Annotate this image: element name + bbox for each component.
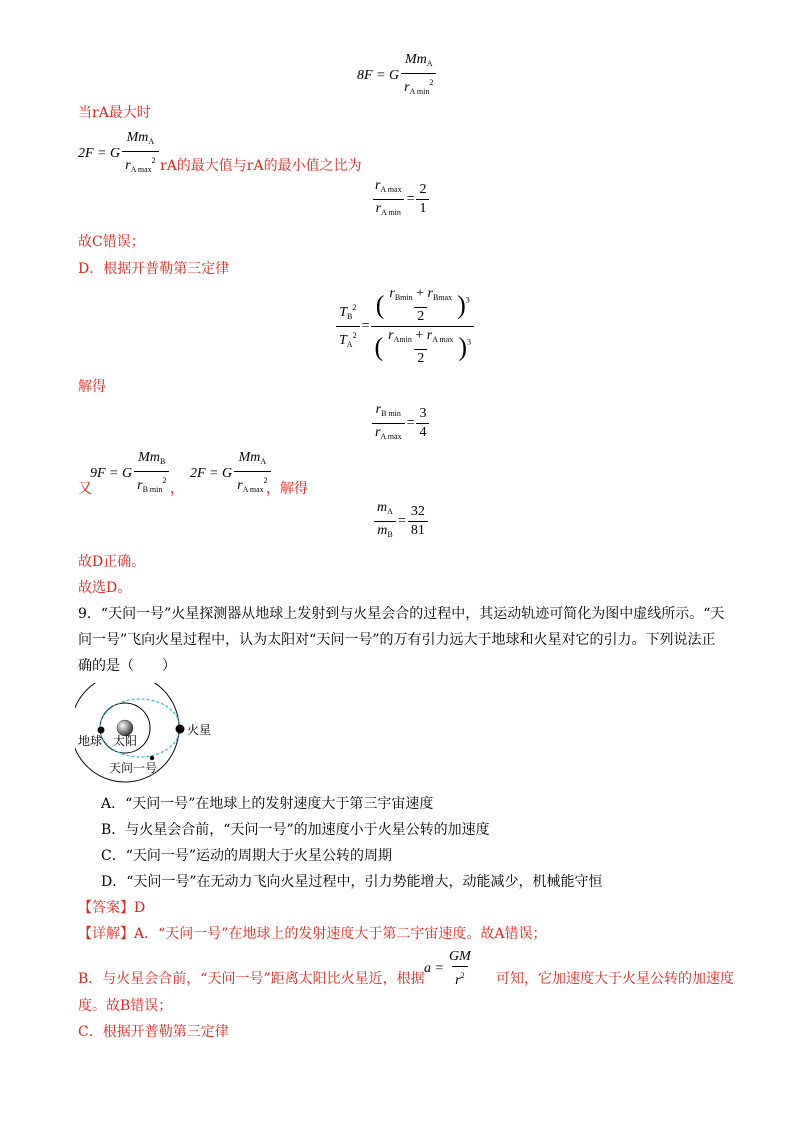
eq1-den-sub: A min xyxy=(409,87,430,96)
eq4-den: r xyxy=(237,478,243,493)
solve2: ，解得 xyxy=(266,481,308,497)
you: 又 xyxy=(78,481,92,497)
equation-9F xyxy=(90,450,171,498)
kep-top-b-sub: Bmax xyxy=(432,293,453,302)
choose-d: 故选D。 xyxy=(78,580,132,596)
ratio2-eq: = xyxy=(406,415,415,431)
ratio1-den-sub: A min xyxy=(381,208,401,217)
eq3-lhs: 9F = G xyxy=(90,466,133,482)
when-ra-max: 当rA最大时 xyxy=(78,105,151,121)
option-d: D．“天问一号”在无动力飞向火星过程中，引力势能增大，动能减少，机械能守恒 xyxy=(101,874,603,890)
ratio2-lhs xyxy=(372,402,405,445)
ratio-text: rA的最大值与rA的最小值之比为 xyxy=(160,158,362,174)
mars-label: 火星 xyxy=(187,723,212,737)
q9-line2: 问一号”飞向火星过程中，认为太阳对“天问一号”的万有引力远大于地球和火星对它的引力。下列说法正 xyxy=(78,632,716,648)
accel-den: r xyxy=(455,973,461,988)
kepler-eq: = xyxy=(361,318,370,334)
eq1-fraction xyxy=(401,52,436,100)
kep-lhs-num-sub: B xyxy=(347,312,353,321)
detail-a: 【详解】A．“天问一号”在地球上的发射速度大于第二宇宙速度。故A错误； xyxy=(78,926,547,942)
kep-bot-b-sub: A max xyxy=(432,335,454,344)
kep-bot-inner xyxy=(385,328,456,367)
kepler-rhs xyxy=(371,286,474,367)
kep-bot-b: r xyxy=(426,328,433,343)
kep-paren-close-top: ) xyxy=(457,290,466,320)
ratio2-den-sub: A max xyxy=(380,432,402,441)
probe-label: 天问一号 xyxy=(109,761,158,775)
kep-paren-open-top: ( xyxy=(375,290,385,320)
earth-label: 地球 xyxy=(78,734,103,748)
orbit-diagram xyxy=(75,683,225,783)
detail-b-line1-pre: B．与火星会合前，“天问一号”距离太阳比火星近，根据 xyxy=(78,971,425,987)
equation-2F-second xyxy=(190,450,273,498)
probe-icon xyxy=(150,756,154,760)
eq1-den: r xyxy=(404,80,410,95)
kep-top-a: r xyxy=(389,286,395,301)
accel-lhs: a = xyxy=(424,961,444,977)
kep-bot-a: r xyxy=(388,328,394,343)
eq2-num-sub: A xyxy=(148,137,155,146)
kep-lhs-den: T xyxy=(339,333,347,348)
mass-rhs-num: 32 xyxy=(410,504,425,519)
eq2-fraction xyxy=(122,130,159,178)
eq2-den-sub: A max xyxy=(130,165,152,174)
detail-b-line2: 度。故B错误； xyxy=(78,998,173,1014)
kep-lhs-num: T xyxy=(339,305,348,320)
mass-den-sub: B xyxy=(387,530,393,539)
accel-num: GM xyxy=(448,949,471,964)
kep-paren-open-bot: ( xyxy=(374,332,384,362)
kep-top-b: r xyxy=(427,286,433,301)
c-kepler: C．根据开普勒第三定律 xyxy=(78,1024,229,1040)
ratio1-rhs-den: 1 xyxy=(416,199,429,217)
kep-lhs-den-sub: A xyxy=(346,340,353,349)
kep-top-two: 2 xyxy=(414,307,427,325)
ratio2-rhs-num: 3 xyxy=(419,406,427,421)
ratio-amax-amin xyxy=(370,178,431,221)
kepler-lhs xyxy=(336,300,360,353)
ratio2-num: r xyxy=(375,402,382,417)
d-kepler: D．根据开普勒第三定律 xyxy=(78,261,230,277)
d-right: 故D正确。 xyxy=(78,554,146,570)
sun-label: 太阳 xyxy=(113,734,138,748)
ratio2-rhs xyxy=(416,406,429,441)
kep-lhs-den-sup: 2 xyxy=(352,331,357,340)
ratio1-num: r xyxy=(375,178,381,193)
ratio1-lhs xyxy=(372,178,405,221)
ratio1-num-sub: A max xyxy=(380,185,402,194)
mars-icon xyxy=(176,725,185,734)
ratio-bmin-amax xyxy=(370,402,431,445)
earth-icon xyxy=(98,727,105,734)
eq2-lhs: 2F = G xyxy=(78,146,121,162)
solve: 解得 xyxy=(78,379,106,395)
eq3-num: Mm xyxy=(138,450,160,465)
eq3-num-sub: B xyxy=(159,457,166,466)
option-a: A．“天问一号”在地球上的发射速度大于第三宇宙速度 xyxy=(101,796,434,812)
option-b: B．与火星会合前，“天问一号”的加速度小于火星公转的加速度 xyxy=(101,822,490,838)
kepler-equation xyxy=(334,286,476,367)
kep-lhs-num-sup: 2 xyxy=(352,303,357,312)
ratio1-rhs-num: 2 xyxy=(419,182,427,197)
eq1-den-sup: 2 xyxy=(429,78,434,87)
ratio2-rhs-den: 4 xyxy=(416,423,429,441)
eq2-num: Mm xyxy=(126,130,149,145)
kep-bot-plus: + xyxy=(415,328,424,343)
equation-2F xyxy=(78,130,161,178)
mass-num: m xyxy=(377,500,388,515)
eq3-fraction xyxy=(134,450,169,498)
accel-fraction xyxy=(446,949,474,989)
eq3-den-sub: B min xyxy=(142,485,163,494)
eq1-lhs: 8F = G xyxy=(357,68,400,84)
q9-line3: 确的是（ ） xyxy=(78,658,176,674)
mass-ratio xyxy=(372,500,430,543)
equation-8F xyxy=(357,52,438,100)
ratio2-num-sub: B min xyxy=(381,409,401,418)
kep-bot-a-sub: Amin xyxy=(393,335,412,344)
eq2-den-sup: 2 xyxy=(151,156,156,165)
eq2-den: r xyxy=(125,158,131,173)
eq4-num: Mm xyxy=(238,450,261,465)
eq4-num-sub: A xyxy=(260,457,267,466)
accel-den-sup: 2 xyxy=(460,971,465,980)
eq4-den-sub: A max xyxy=(242,485,264,494)
ratio1-rhs xyxy=(416,182,429,217)
ratio2-den: r xyxy=(375,425,381,440)
accel-formula xyxy=(424,949,476,989)
option-c: C．“天问一号”运动的周期大于火星公转的周期 xyxy=(101,848,393,864)
mass-lhs xyxy=(374,500,396,543)
mass-rhs-den: 81 xyxy=(408,521,428,539)
kep-bot-two: 2 xyxy=(414,349,427,367)
kep-paren-close-bot: ) xyxy=(458,332,467,362)
comma1: ， xyxy=(170,481,184,497)
q9-line1: 9．“天问一号”火星探测器从地球上发射到与火星会合的过程中，其运动轨迹可简化为图中虚线所示。“天 xyxy=(78,606,725,622)
eq1-num: Mm xyxy=(404,52,427,67)
kep-top-cube: 3 xyxy=(465,295,470,305)
ratio1-den: r xyxy=(375,201,382,216)
detail-b-line1-post: 可知，它加速度大于火星公转的加速度 xyxy=(496,971,734,987)
mass-eq: = xyxy=(397,513,406,529)
eq3-den-sup: 2 xyxy=(162,476,167,485)
eq1-num-sub: A xyxy=(426,59,433,68)
answer: 【答案】D xyxy=(78,900,146,916)
eq4-lhs: 2F = G xyxy=(190,466,233,482)
eq4-den-sup: 2 xyxy=(263,476,268,485)
mass-den: m xyxy=(377,523,388,538)
c-wrong: 故C错误； xyxy=(78,234,145,250)
mass-num-sub: A xyxy=(387,507,393,516)
kep-top-inner xyxy=(386,286,455,325)
kep-top-a-sub: Bmin xyxy=(394,293,413,302)
ratio1-eq: = xyxy=(406,191,415,207)
mass-rhs xyxy=(408,504,428,539)
kep-bot-cube: 3 xyxy=(466,337,471,347)
kep-top-plus: + xyxy=(416,286,425,301)
eq3-den: r xyxy=(137,478,143,493)
